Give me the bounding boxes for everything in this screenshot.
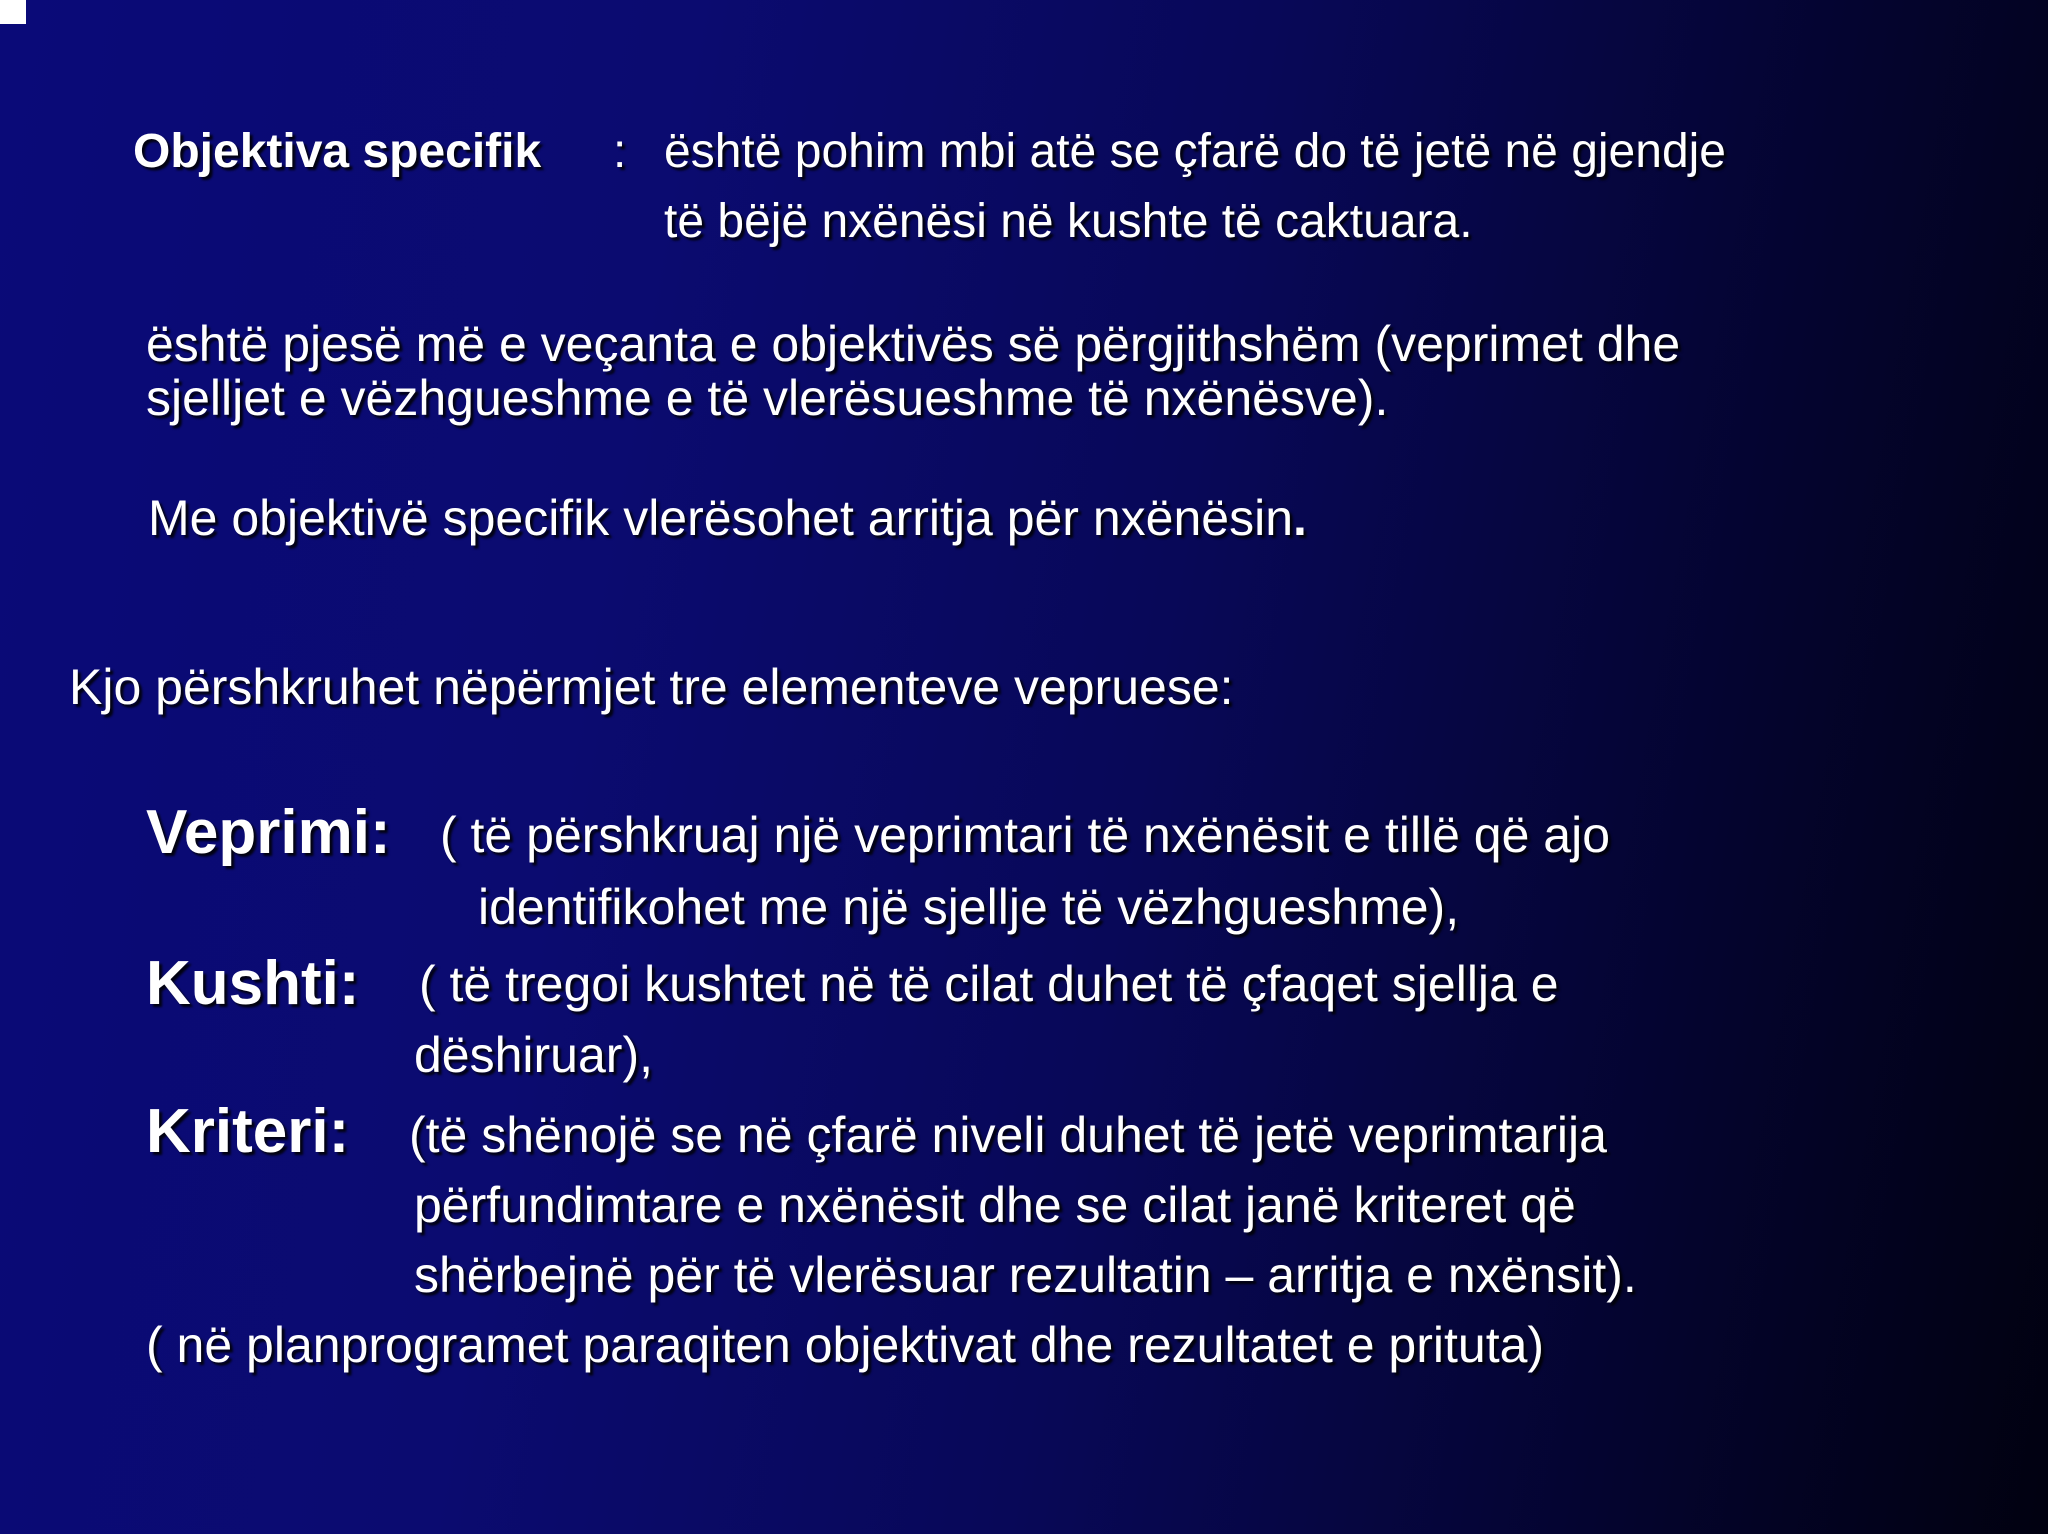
paragraph-2-text: Me objektivë specifik vlerësohet arritja për nxënësin <box>148 490 1293 546</box>
paragraph-1-line-2: sjelljet e vëzhgueshme e të vlerësueshme të nxënësve). <box>146 370 1389 426</box>
heading-definition-line-2: të bëjë nxënësi në kushte të caktuara. <box>664 195 1473 248</box>
element-kushti-line-1: ( të tregoi kushtet në të cilat duhet të çfaqet sjellja e <box>419 956 1559 1012</box>
element-kriteri-line-3: shërbejnë për të vlerësuar rezultatin – arritja e nxënsit). <box>414 1247 1637 1303</box>
element-term-kushti: Kushti: <box>146 949 360 1018</box>
element-kriteri-line-1: (të shënojë se në çfarë niveli duhet të jetë veprimtarija <box>409 1107 1607 1163</box>
element-term-veprimi: Veprimi: <box>146 798 391 867</box>
footnote: ( në planprogramet paraqiten objektivat dhe rezultatet e prituta) <box>146 1317 1545 1373</box>
heading-definition-line-1: është pohim mbi atë se çfarë do të jetë në gjendje <box>664 125 1726 178</box>
slide-corner-marker <box>0 0 26 24</box>
paragraph-2 <box>148 490 1307 546</box>
element-veprimi-line-1: ( të përshkruaj një veprimtari të nxënësit e tillë që ajo <box>440 807 1611 863</box>
elements-intro: Kjo përshkruhet nëpërmjet tre elementeve vepruese: <box>69 659 1234 715</box>
element-term-kriteri: Kriteri: <box>146 1097 350 1166</box>
heading-colon: : <box>613 125 627 178</box>
element-kriteri-line-2: përfundimtare e nxënësit dhe se cilat janë kriteret që <box>414 1177 1576 1233</box>
heading-term: Objektiva specifik <box>133 125 542 178</box>
paragraph-1-line-1: është pjesë më e veçanta e objektivës së përgjithshëm (veprimet dhe <box>146 316 1681 372</box>
element-veprimi-line-2: identifikohet me një sjellje të vëzhgueshme), <box>478 879 1460 935</box>
paragraph-2-period: . <box>1293 490 1307 546</box>
element-kushti-line-2: dëshiruar), <box>414 1027 653 1083</box>
